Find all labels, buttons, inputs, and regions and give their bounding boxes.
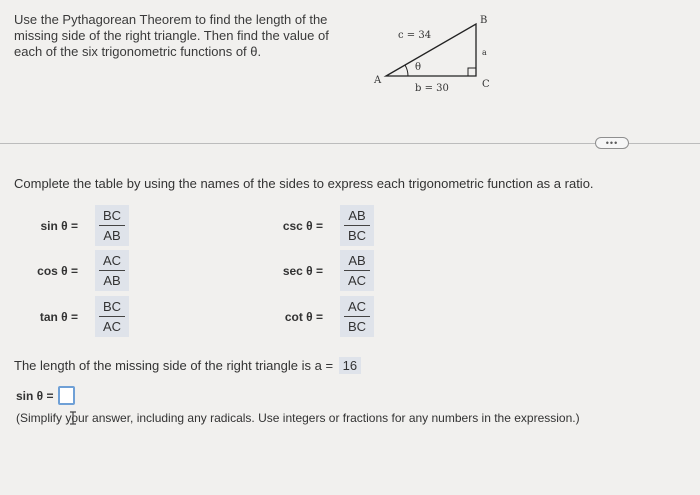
fraction-bar bbox=[99, 225, 125, 226]
sec-ratio bbox=[252, 250, 387, 292]
missing-side-statement bbox=[14, 357, 361, 374]
current-question-label: sin θ = bbox=[16, 389, 54, 403]
adjacent-label: b = 30 bbox=[415, 83, 449, 94]
cos-numerator: AC bbox=[102, 253, 122, 268]
vertex-c-label: C bbox=[482, 79, 490, 90]
sin-fraction-answer[interactable] bbox=[95, 205, 129, 246]
right-angle-mark bbox=[468, 68, 476, 76]
sin-numerator: BC bbox=[102, 208, 122, 223]
sin-label: sin θ = bbox=[40, 219, 78, 233]
fraction-bar bbox=[99, 270, 125, 271]
cot-denominator: BC bbox=[347, 319, 367, 334]
fraction-bar bbox=[99, 316, 125, 317]
fraction-bar bbox=[344, 316, 370, 317]
tan-numerator: BC bbox=[102, 299, 122, 314]
sec-denominator: AC bbox=[347, 273, 367, 288]
cos-label: cos θ = bbox=[37, 264, 78, 278]
tan-fraction-answer[interactable] bbox=[95, 296, 129, 337]
cot-fraction-answer[interactable] bbox=[340, 296, 374, 337]
csc-fraction-answer[interactable] bbox=[340, 205, 374, 246]
missing-side-text: The length of the missing side of the right triangle is a = bbox=[14, 358, 334, 373]
sec-numerator: AB bbox=[348, 253, 366, 268]
cos-ratio bbox=[7, 250, 142, 292]
right-triangle-figure bbox=[368, 12, 508, 102]
tan-label: tan θ = bbox=[39, 310, 78, 324]
angle-theta-label: θ bbox=[415, 62, 422, 73]
vertex-b-label: B bbox=[480, 15, 488, 26]
sec-fraction-answer[interactable] bbox=[340, 250, 374, 291]
csc-ratio bbox=[252, 205, 387, 247]
angle-arc bbox=[405, 65, 408, 76]
cos-denominator: AB bbox=[103, 273, 121, 288]
fraction-bar bbox=[344, 225, 370, 226]
tan-ratio bbox=[7, 296, 142, 338]
sec-label: sec θ = bbox=[282, 264, 323, 278]
opposite-label: a bbox=[482, 48, 487, 57]
problem-statement bbox=[14, 12, 349, 60]
answer-hint: (Simplify your answer, including any radicals. Use integers or fractions for any numbers in the expression.) bbox=[16, 411, 580, 425]
csc-denominator: BC bbox=[347, 228, 367, 243]
fraction-bar bbox=[344, 270, 370, 271]
text-cursor-icon bbox=[68, 411, 78, 425]
cos-fraction-answer[interactable] bbox=[95, 250, 129, 291]
cot-ratio bbox=[252, 296, 387, 338]
sin-denominator: AB bbox=[103, 228, 121, 243]
hypotenuse-label: c = 34 bbox=[398, 30, 432, 41]
cot-numerator: AC bbox=[347, 299, 367, 314]
problem-line-2: missing side of the right triangle. Then find the value of bbox=[14, 28, 329, 43]
vertex-a-label: A bbox=[374, 75, 382, 86]
missing-side-answer[interactable]: 16 bbox=[339, 357, 361, 374]
sin-ratio bbox=[7, 205, 142, 247]
answer-input-box[interactable] bbox=[58, 386, 75, 405]
csc-label: csc θ = bbox=[282, 219, 323, 233]
cot-label: cot θ = bbox=[284, 310, 323, 324]
problem-line-1: Use the Pythagorean Theorem to find the length of the bbox=[14, 12, 328, 27]
expand-more-button[interactable]: ••• bbox=[595, 137, 629, 149]
csc-numerator: AB bbox=[348, 208, 366, 223]
table-instruction: Complete the table by using the names of the sides to express each trigonometric function as a ratio. bbox=[14, 176, 594, 191]
tan-denominator: AC bbox=[102, 319, 122, 334]
problem-line-3: each of the six trigonometric functions of θ. bbox=[14, 44, 262, 59]
